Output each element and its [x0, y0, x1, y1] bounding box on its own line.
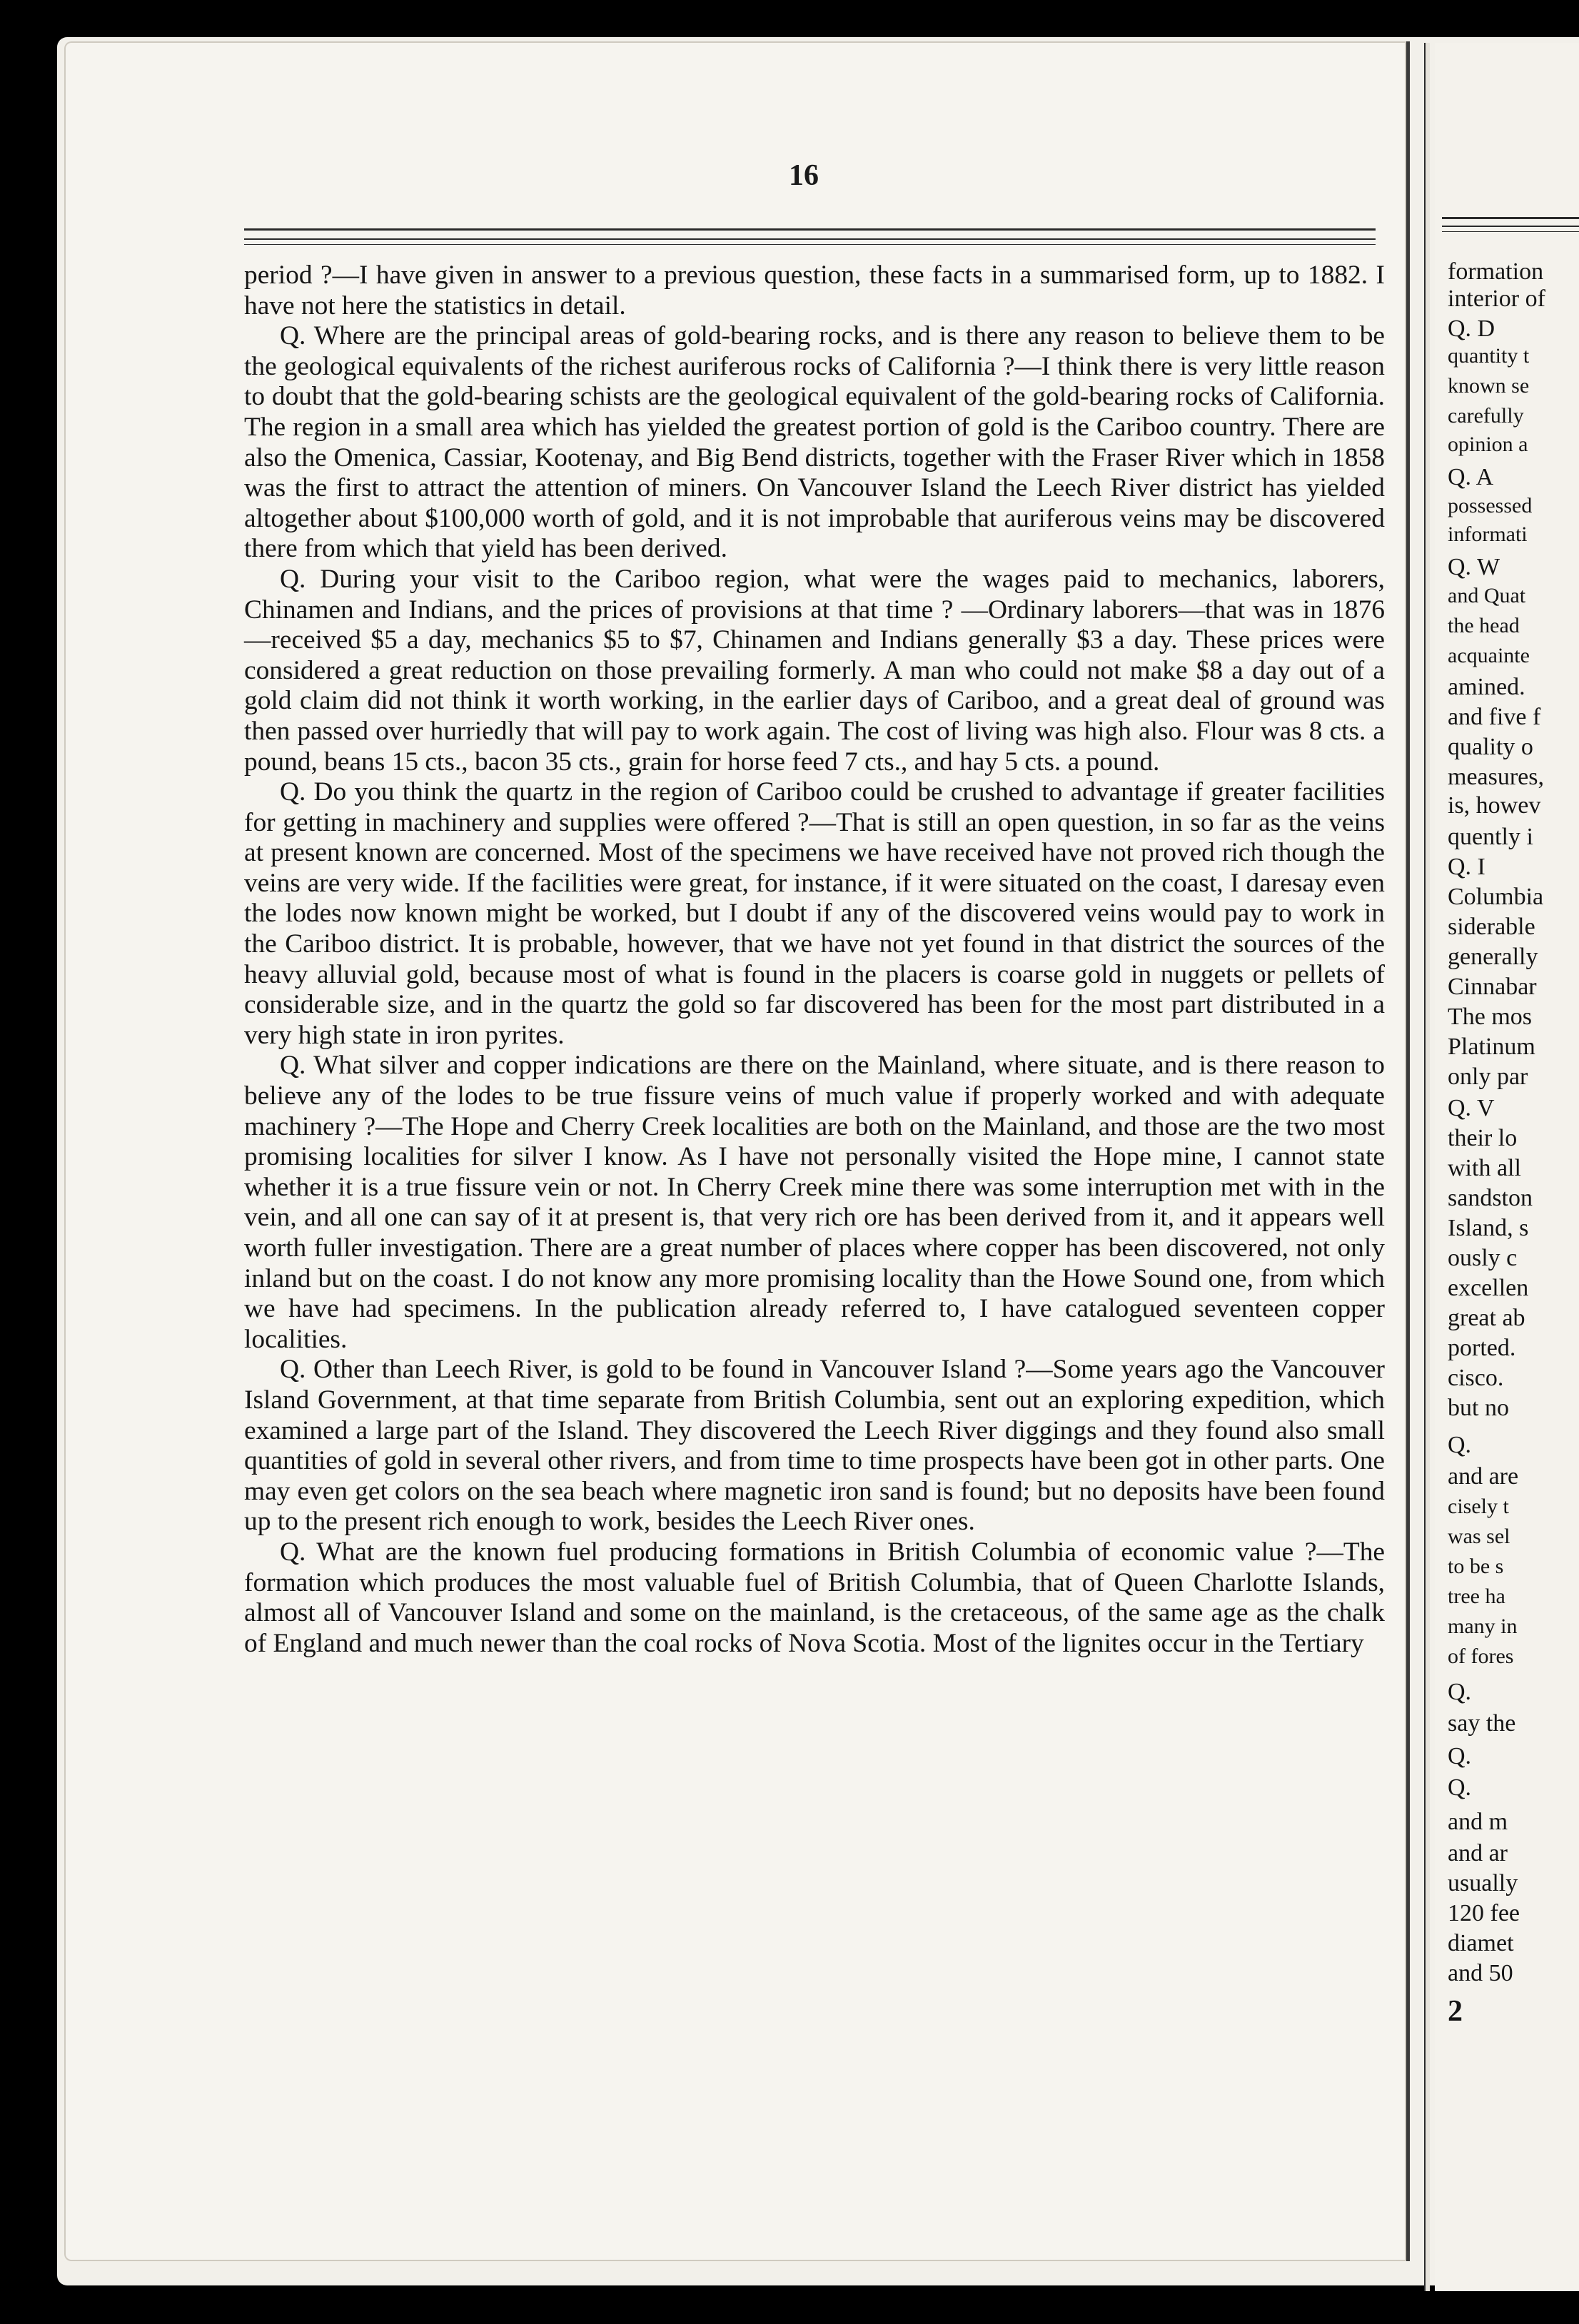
adjacent-page-line: interior of — [1448, 286, 1545, 312]
adjacent-header-rule — [1442, 226, 1579, 227]
adjacent-page-line: formation — [1448, 258, 1544, 285]
adjacent-page-line: with all — [1448, 1155, 1521, 1181]
adjacent-page-line: siderable — [1448, 914, 1535, 940]
adjacent-page-line: opinion a — [1448, 433, 1528, 456]
paragraph: Q. What are the known fuel producing formations in British Columbia of economic value ?—The formation which produces the most valuable fuel of British Columbia, that of Queen Charlotte Islands, almost all of Vancouver Island and some on the mainland, is the cretaceous, of the same age as the chalk of England and much newer than the coal rocks of Nova Scotia. Most of the lignites occur in the Tertiary — [244, 1537, 1385, 1658]
adjacent-page-line: but no — [1448, 1395, 1509, 1421]
adjacent-page-line: Q. — [1448, 1743, 1472, 1769]
adjacent-page-line: 2 — [1448, 1995, 1463, 2028]
adjacent-page-line: to be s — [1448, 1555, 1504, 1578]
paragraph: Q. Other than Leech River, is gold to be found in Vancouver Island ?—Some years ago the Vancouver Island Government, at that time separate from British Columbia, sent out an exploring expedition, which examined a large part of the Island. They discovered the Leech River diggings and they found also small quantities of gold in several other rivers, and from time to time prospects have been got in other parts. One may even get colors on the sea beach where magnetic iron sand is found; but no deposits have been found up to the present rich enough to work, besides the Leech River ones. — [244, 1355, 1385, 1537]
adjacent-page-line: the head — [1448, 614, 1520, 637]
adjacent-page-line: Island, s — [1448, 1215, 1529, 1241]
adjacent-page-line: excellen — [1448, 1275, 1529, 1301]
paragraph: period ?—I have given in answer to a previous question, these facts in a summarised form, up to 1882. I have not here the statistics in detail. — [244, 261, 1385, 320]
adjacent-page-line: and 50 — [1448, 1960, 1513, 1986]
paragraph: Q. Do you think the quartz in the region of Cariboo could be crushed to advantage if greater facilities for getting in machinery and supplies were offered ?—That is still an open question, in so far as the veins at present known are concerned. Most of the specimens we have received have not proved rich though the veins are very wide. If the facilities were great, for instance, if it were situated on the coast, I daresay even the lodes now known might be worked, but I doubt if any of the discovered veins would pay to work in the Cariboo district. It is probable, however, that we have not yet found in that district the sources of the heavy alluvial gold, because most of what is found in the placers is coarse gold in nuggets or pellets of considerable size, and in the quartz the gold so far discovered has been for the most part distributed in a very high state in iron pyrites. — [244, 777, 1385, 1050]
adjacent-page-line: amined. — [1448, 674, 1525, 700]
adjacent-page-line: carefully — [1448, 404, 1524, 428]
adjacent-page-line: Q. A — [1448, 464, 1494, 490]
adjacent-page-line: Q. — [1448, 1432, 1472, 1458]
adjacent-page-line: Platinum — [1448, 1034, 1535, 1060]
adjacent-page-line: possessed — [1448, 494, 1533, 517]
adjacent-page-line: was sel — [1448, 1525, 1510, 1548]
header-rule — [244, 228, 1376, 231]
adjacent-page-line: and five f — [1448, 704, 1541, 730]
adjacent-page-line: and are — [1448, 1463, 1519, 1490]
adjacent-page-line: The mos — [1448, 1004, 1533, 1030]
adjacent-page-line: Q. W — [1448, 554, 1500, 580]
adjacent-page-line: quently i — [1448, 824, 1533, 850]
adjacent-page-line: many in — [1448, 1615, 1518, 1638]
adjacent-page-line: tree ha — [1448, 1585, 1505, 1608]
adjacent-page-line: Q. — [1448, 1774, 1472, 1801]
header-rule — [244, 244, 1376, 245]
adjacent-page-line: only par — [1448, 1064, 1528, 1090]
adjacent-page-line: and Quat — [1448, 584, 1526, 607]
adjacent-page-line: Cinnabar — [1448, 974, 1537, 1000]
adjacent-page-line: their lo — [1448, 1125, 1518, 1151]
adjacent-page-line: acquainte — [1448, 644, 1530, 667]
adjacent-page — [1435, 43, 1579, 2291]
adjacent-page-line: of fores — [1448, 1645, 1514, 1668]
adjacent-page-line: quality o — [1448, 734, 1533, 760]
paragraph: Q. Where are the principal areas of gold-bearing rocks, and is there any reason to believe them to be the geological equivalents of the richest auriferous rocks of California ?—I think there is very little reason to doubt that the gold-bearing schists are the geological equivalent of the gold-bearing rocks of California. The region in a small area which has yielded the greatest portion of gold is the Cariboo country. There are also the Omenica, Cassiar, Kootenay, and Big Bend districts, together with the Fraser River which in 1858 was the first to attract the attention of miners. On Vancouver Island the Leech River district has yielded altogether about $100,000 worth of gold, and it is not improbable that auriferous veins may be discovered there from which that yield has been derived. — [244, 321, 1385, 564]
page-number: 16 — [789, 159, 819, 192]
body-text — [244, 261, 1385, 1659]
header-rule — [244, 238, 1376, 240]
adjacent-page-line: great ab — [1448, 1305, 1525, 1331]
adjacent-page-line: quantity t — [1448, 344, 1530, 368]
adjacent-page-line: informati — [1448, 522, 1528, 546]
adjacent-page-line: say the — [1448, 1710, 1516, 1737]
adjacent-page-line: usually — [1448, 1870, 1518, 1896]
adjacent-page-line: diamet — [1448, 1930, 1514, 1956]
adjacent-header-rule — [1442, 231, 1579, 232]
adjacent-page-line: Q. I — [1448, 854, 1485, 880]
adjacent-page-line: and m — [1448, 1809, 1508, 1835]
adjacent-page-line: cisely t — [1448, 1495, 1509, 1518]
page-gutter — [1424, 43, 1430, 2291]
adjacent-page-line: and ar — [1448, 1840, 1508, 1866]
adjacent-page-line: is, howev — [1448, 792, 1541, 819]
adjacent-page-line: Q. V — [1448, 1095, 1495, 1121]
adjacent-page-line: Columbia — [1448, 884, 1544, 910]
adjacent-page-line: cisco. — [1448, 1365, 1504, 1391]
adjacent-header-rule — [1442, 217, 1579, 219]
adjacent-page-line: Q. D — [1448, 315, 1495, 342]
adjacent-page-line: Q. — [1448, 1679, 1472, 1705]
paragraph: Q. During your visit to the Cariboo region, what were the wages paid to mechanics, laborers, Chinamen and Indians, and the prices of provisions at that time ? —Ordinary laborers—that was in 1876—received $5 a day, mechanics $5 to $7, Chinamen and Indians generally $3 a day. These prices were considered a great reduction on those prevailing formerly. A man who could not make $8 a day out of a gold claim did not think it worth working, in the earlier days of Cariboo, and a great deal of ground was then passed over hurriedly that will pay to work again. The cost of living was high also. Flour was 8 cts. a pound, beans 15 cts., bacon 35 cts., grain for horse feed 7 cts., and hay 5 cts. a pound. — [244, 564, 1385, 777]
adjacent-page-line: measures, — [1448, 764, 1545, 790]
adjacent-page-line: generally — [1448, 944, 1538, 970]
adjacent-page-line: ported. — [1448, 1335, 1516, 1361]
adjacent-page-line: sandston — [1448, 1185, 1533, 1211]
adjacent-page-line: 120 fee — [1448, 1900, 1520, 1926]
adjacent-page-line: ously c — [1448, 1245, 1518, 1271]
paragraph: Q. What silver and copper indications are there on the Mainland, where situate, and is there reason to believe any of the lodes to be true fissure veins of much value if properly worked and with adequate machinery ?—The Hope and Cherry Creek localities are both on the Mainland, and those are the two most promising localities for silver I know. As I have not personally visited the Hope mine, I cannot state whether it is a true fissure vein or not. In Cherry Creek mine there was some interruption met with in the vein, and all one can say of it at present is, that very rich ore has been derived from it, and it appears well worth fuller investigation. There are a great number of places where copper has been discovered, not only inland but on the coast. I do not know any more promising locality than the Howe Sound one, from which we have had specimens. In the publication already referred to, I have catalogued seventeen copper localities. — [244, 1051, 1385, 1354]
adjacent-page-line: known se — [1448, 374, 1530, 398]
